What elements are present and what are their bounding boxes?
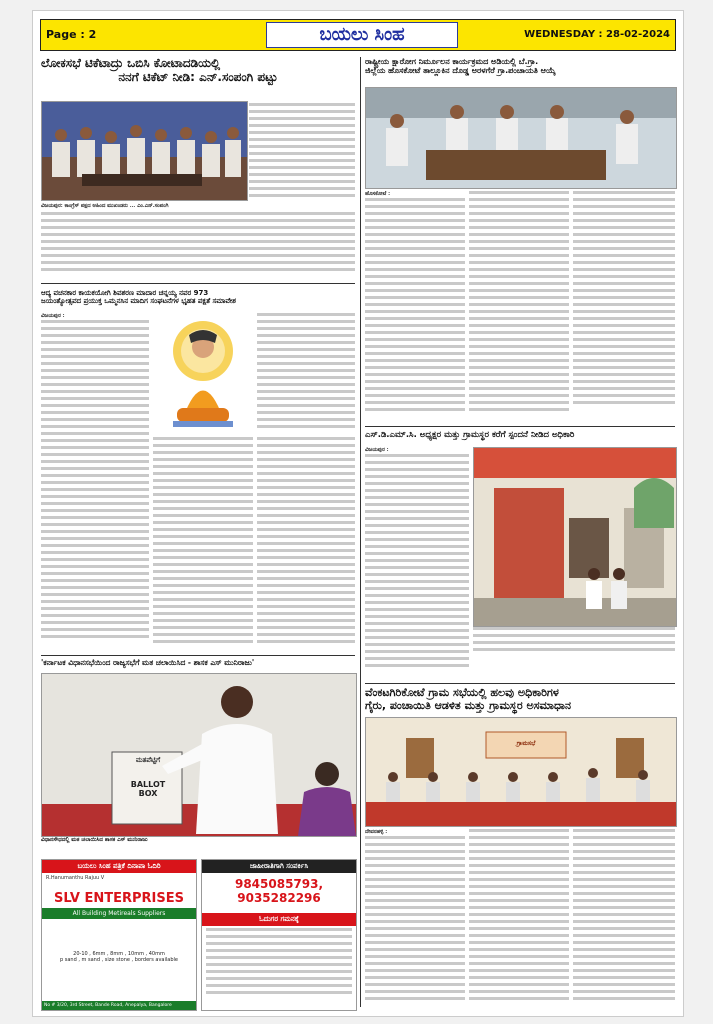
story2-headline-line1: ರಾಷ್ಟ್ರೀಯ ಕ್ಷಾರೋಗ ನಿರ್ಮೂಲನ ಕಾರ್ಯಕ್ರಮದ ಅಡಿಯಲ್ಲಿ ಬೆ.ಗ್ರಾ.: [365, 57, 539, 66]
story6-photo: [365, 717, 677, 827]
story1-headline: [41, 57, 355, 85]
story1-column-right: [249, 103, 355, 199]
ad-tagline: All Building Metireals Suppliers: [42, 908, 196, 919]
story1-body: [41, 203, 355, 279]
story3-column-2: [153, 437, 253, 653]
ad-items: 20-10 , 6mm , 8mm , 10mm , 40mm: [73, 951, 165, 957]
story2-column-3: [573, 191, 675, 423]
divider: [41, 655, 355, 656]
story2-dateline: ಹೊಸಕೋಟೆ :: [365, 191, 391, 197]
story1-lead: ವಿಜಯಪುರ: ಕಾಂಗ್ರೆಸ್ ಪಕ್ಷದ ಅಹಿಂದ ಮುಖಂಡರು ... ಎಂ.ಎನ್.ಸಂಪಂಗಿ: [41, 203, 169, 209]
story6-column-3: [573, 829, 675, 1009]
saint-illustration: [153, 313, 253, 433]
story2-headline-line2: ಜಿಲ್ಲೆಯ ಹೊಸಕೋಟೆ ತಾಲ್ಲೂಕಿನ ದೊಡ್ಡ ಅರಳಗೆರೆ ಗ್ರಾ.ಪಂಚಾಯತಿ ಆಯ್ಕೆ: [365, 66, 556, 76]
notice-body: [202, 928, 356, 1008]
ballot-box-text: BALLOT BOX: [130, 780, 166, 798]
story6-headline-line1: ವೆಂಕಟಗಿರಿಕೋಟೆ ಗ್ರಾಮ ಸಭೆಯಲ್ಲಿ ಹಲವು ಅಧಿಕಾರಿಗಳ: [365, 686, 559, 699]
story4-headline: ಎಸ್.ಡಿ.ಎಮ್.ಸಿ. ಅಧ್ಯಕ್ಷರ ಮತ್ತು ಗ್ರಾಮಸ್ಥರ ಕರೆಗೆ ಸ್ಪಂದನೆ ನೀಡಿದ ಅಧಿಕಾರಿ: [365, 430, 575, 440]
page-number: Page : 2: [46, 28, 97, 41]
column-divider: [360, 57, 361, 1007]
story1-headline-line1: ಲೋಕಸಭೆ ಟಿಕೆಟಾದ್ರು ಒಬಿಸಿ ಕೋಟಾದಡಿಯಲ್ಲಿ: [41, 56, 221, 70]
story6-column-2: [469, 829, 569, 1009]
story3-column-1: [41, 313, 149, 653]
story6-dateline: ದೇವನಹಳ್ಳಿ :: [365, 829, 388, 835]
gramasabhe-banner: ಗ್ರಾಮಸಭೆ: [516, 740, 536, 747]
story3-column-3: [257, 437, 355, 653]
newspaper-title: ಬಯಲು ಸಿಂಹ: [266, 22, 458, 48]
ad-company: SLV ENTERPRISES: [54, 891, 184, 906]
slv-enterprises-ad: [41, 859, 197, 1011]
ad-read-heading: ಬಯಲು ಸಿಂಹ ಪತ್ರಿಕೆ ದಿನಾಪಾ ಓದಿರಿ: [42, 860, 196, 873]
newspaper-page: [32, 10, 684, 1017]
story6-headline-line2: ಗೈರು, ಪಂಚಾಯಿತಿ ಆಡಳಿತ ಮತ್ತು ಗ್ರಾಮಸ್ಥರ ಅಸಮಾಧಾನ: [365, 698, 572, 712]
story2-column-1: [365, 191, 465, 423]
ad-address: No # 3/20, 3rd Street, Bande Road, Anepalya, Bangalore: [42, 1001, 196, 1010]
contact-phone: 9845085793, 9035282296: [234, 877, 324, 905]
story3-headline-line1: ಆದ್ಯ ವಚನಕಾರ ಕಾಯಕಯೋಗಿ ಶಿವಶರಣ ಮಾದಾರ ಚನ್ನಯ್ಯ ನವರ 973: [41, 289, 209, 297]
contact-heading: ಜಾಹೀರಾತಿಗಾಗಿ ಸಂಪರ್ಕಿಸಿ: [202, 860, 356, 873]
story4-photo: [473, 447, 677, 627]
divider: [41, 283, 355, 284]
notice-heading: ಓದುಗರ ಗಮನಕ್ಕೆ: [202, 913, 356, 926]
divider: [365, 683, 675, 684]
ad-person: R.Hanumanthu Rajuu V: [46, 875, 105, 881]
ballot-box-label: ಮತಪೆಟ್ಟಿಗೆ: [135, 756, 161, 764]
contact-ad: [201, 859, 357, 1011]
story3-dateline: ವಿಜಯಪುರ :: [41, 313, 65, 319]
story4-column-1: [365, 447, 469, 679]
story3-column-3-top: [257, 313, 355, 433]
story1-photo: [41, 101, 248, 201]
story6-column-1: [365, 829, 465, 1009]
story2-headline: [365, 57, 675, 75]
story2-photo: [365, 87, 677, 189]
masthead: [40, 19, 676, 51]
ad-items-2: p sand , m sand , size stone , borders available: [60, 957, 178, 963]
story4-dateline: ವಿಜಯಪುರ :: [365, 447, 389, 453]
story5-caption: ವಿಧಾನಸೌಧದಲ್ಲಿ ಮತ ಚಲಾಯಿಸಿದ ಶಾಸಕ ಎಸ್ ಮುನಿರಾಜು: [41, 837, 148, 843]
story1-headline-line2: ನನಗೆ ಟಿಕೆಟ್ ನೀಡಿ: ಎನ್.ಸಂಪಂಗಿ ಪಟ್ಟು: [118, 69, 278, 84]
divider: [365, 426, 675, 427]
story2-column-2: [469, 191, 569, 423]
story6-headline: [365, 687, 675, 712]
story4-captions: [473, 627, 675, 679]
story5-headline: 'ಕರ್ನಾಟಕ ವಿಧಾನಸಭೆಯಿಂದ ರಾಜ್ಯಸಭೆಗೆ ಮತ ಚಲಾಯಿಸಿದ - ಶಾಸಕ ಎಸ್ ಮುನಿರಾಜು': [41, 658, 255, 667]
story3-headline-line2: ಜಯಂತ್ಯೋತ್ಸವದ ಪ್ರಯುಕ್ತ ಒಮ್ಮನಸಿನ ಮಾದಿಗ ಸಂಘಟನೆಗಳ ಭೃಹತ ಪಕ್ಷತೆ ಸಮಾವೇಶ: [41, 297, 237, 306]
story5-photo: [41, 673, 357, 837]
issue-date: WEDNESDAY : 28-02-2024: [524, 29, 670, 40]
story3-headline: [41, 289, 355, 305]
